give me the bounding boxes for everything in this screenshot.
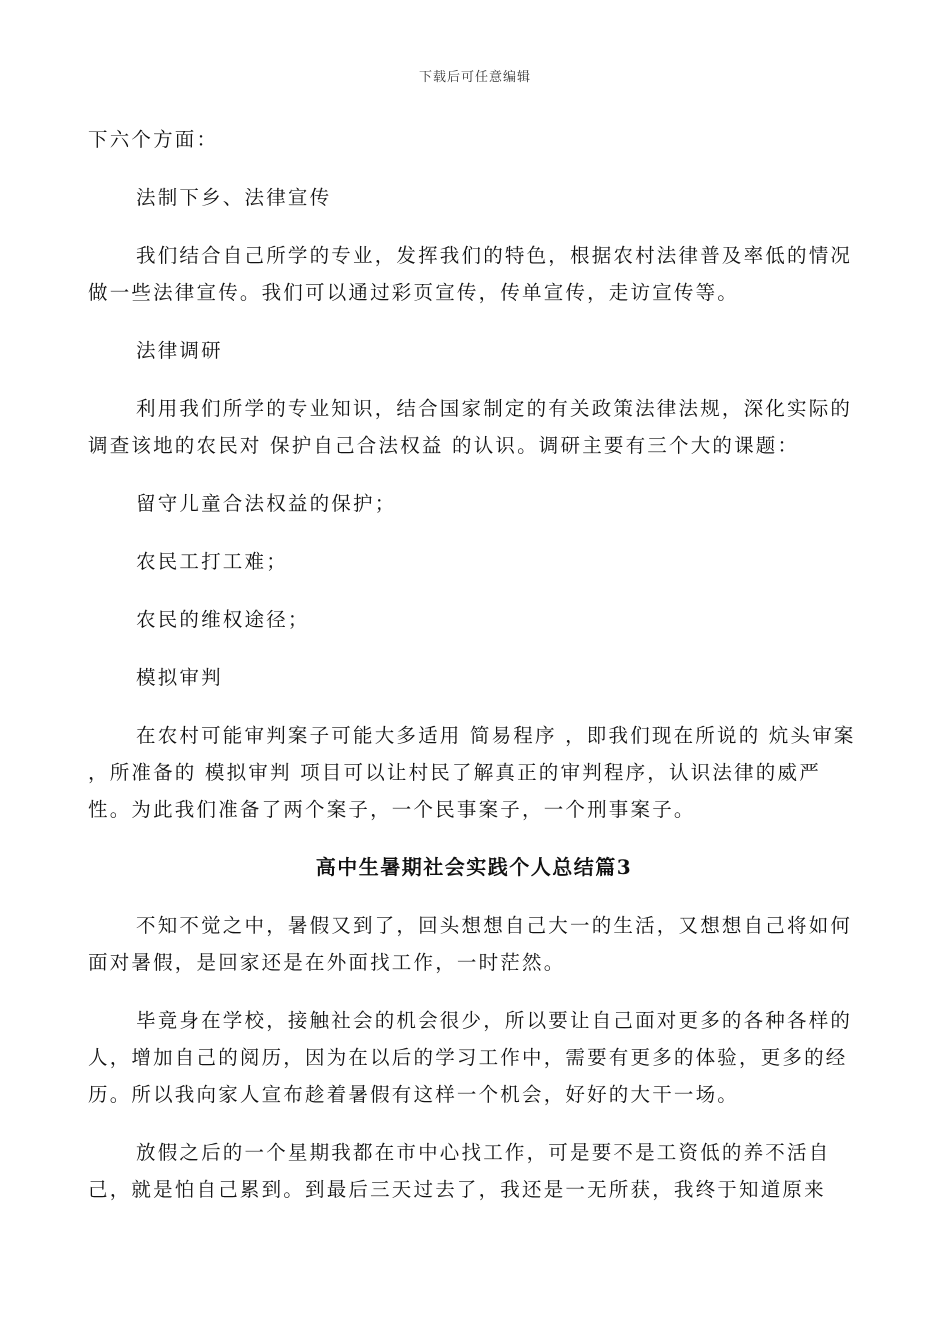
paragraph-heading-legal-research: 法律调研 (136, 339, 223, 362)
paragraph-summary-2: 毕竟身在学校，接触社会的机会很少，所以要让自己面对更多的各种各样的人，增加自己的阅历，因为在以后的学习工作中，需要有更多的体验，更多的经历。所以我向家人宣布趁着暑假有这样一个机会，好好的大干一场。 (88, 1009, 853, 1106)
page-header-note: 下载后可任意编辑 (418, 70, 531, 85)
document-body (88, 121, 860, 1229)
list-item-topic-2: 农民工打工难； (136, 550, 288, 573)
paragraph-intro: 下六个方面： (88, 128, 219, 151)
paragraph-heading-mock-trial: 模拟审判 (136, 666, 223, 689)
paragraph-legal-research: 利用我们所学的专业知识，结合国家制定的有关政策法律法规，深化实际的调查该地的农民对 保护自己合法权益 的认识。调研主要有三个大的课题： (88, 397, 853, 457)
section-title: 高中生暑期社会实践个人总结篇3 (315, 855, 633, 879)
paragraph-legal-promotion: 我们结合自己所学的专业，发挥我们的特色，根据农村法律普及率低的情况做一些法律宣传。我们可以通过彩页宣传，传单宣传，走访宣传等。 (88, 244, 853, 304)
paragraph-heading-legal-promotion: 法制下乡、法律宣传 (136, 186, 332, 209)
paragraph-summary-3: 放假之后的一个星期我都在市中心找工作，可是要不是工资低的养不活自己，就是怕自己累到。到最后三天过去了，我还是一无所获，我终于知道原来 (88, 1141, 831, 1201)
list-item-topic-3: 农民的维权途径； (136, 608, 310, 631)
paragraph-summary-1: 不知不觉之中，暑假又到了，回头想想自己大一的生活，又想想自己将如何面对暑假，是回家还是在外面找工作，一时茫然。 (88, 914, 853, 974)
list-item-topic-1: 留守儿童合法权益的保护； (136, 492, 397, 515)
paragraph-mock-trial: 在农村可能审判案子可能大多适用 简易程序 ，即我们现在所说的 炕头审案 ，所准备的 模拟审判 项目可以让村民了解真正的审判程序，认识法律的威严性。为此我们准备了两个案子，一个民事案子，一个刑事案子。 (88, 724, 856, 821)
